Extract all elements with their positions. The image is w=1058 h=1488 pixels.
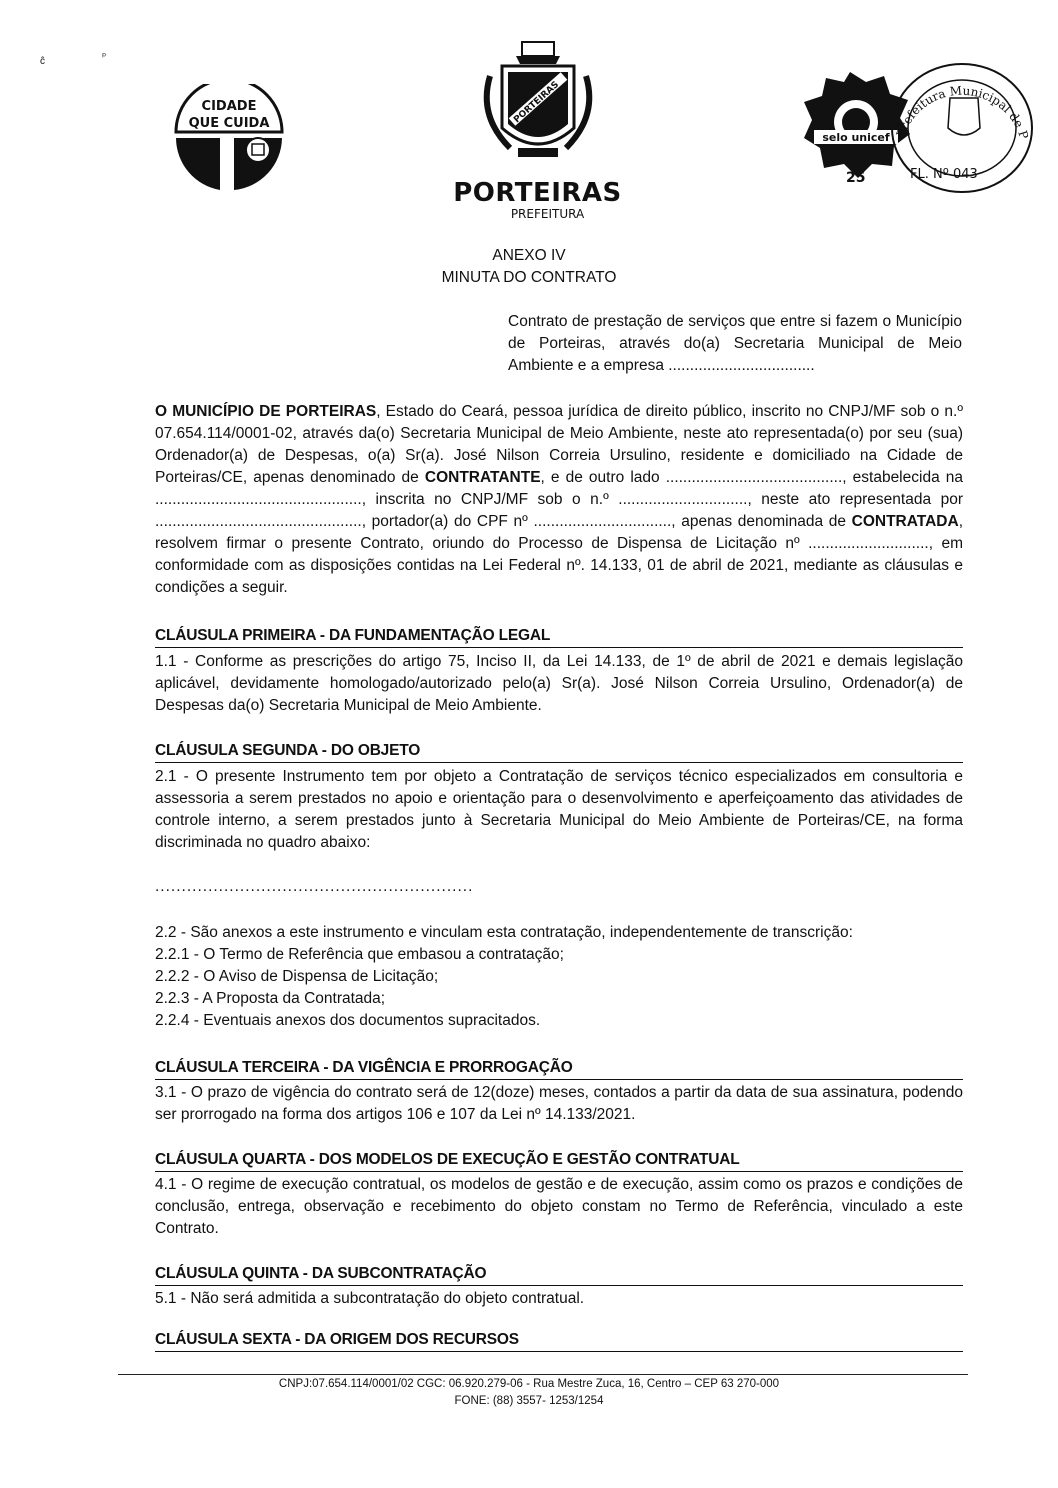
clause-2-title: CLÁUSULA SEGUNDA - DO OBJETO xyxy=(155,741,963,763)
city-name: PORTEIRAS xyxy=(453,178,622,208)
footer-divider xyxy=(118,1374,968,1375)
clause-2-text: 2.1 - O presente Instrumento tem por objeto a Contratação de serviços técnico especializados em consultoria e assessoria a serem prestados no apoio e orientação para o desenvolvimento e aperfeiçoamento das atividades de controle interno, a serem prestados junto à Secretaria Municipal do Meio Ambiente de Porteiras/CE, na forma discriminada no quadro abaixo: xyxy=(155,768,963,851)
clause-3-text: 3.1 - O prazo de vigência do contrato será de 12(doze) meses, contados a partir da data de sua assinatura, podendo ser prorrogado na forma dos artigos 106 e 107 da Lei nº 14.133/2021. xyxy=(155,1084,963,1123)
porteiras-logo xyxy=(430,36,645,221)
clause-4-title: CLÁUSULA QUARTA - DOS MODELOS DE EXECUÇÃO E GESTÃO CONTRATUAL xyxy=(155,1150,963,1172)
scan-mark: ₚ xyxy=(102,48,107,59)
unicef-badge: 25 xyxy=(846,170,866,186)
footer-phone: FONE: (88) 3557- 1253/1254 xyxy=(454,1395,604,1407)
contratante-label: CONTRATANTE xyxy=(424,469,541,486)
clause-1-title: CLÁUSULA PRIMEIRA - DA FUNDAMENTAÇÃO LEGAL xyxy=(155,626,963,648)
svg-text:PORTEIRAS: PORTEIRAS xyxy=(512,79,562,126)
unicef-and-stamp xyxy=(780,58,1040,208)
contract-summary: Contrato de prestação de serviços que entre si fazem o Município de Porteiras, através do(a) Secretaria Municipal de Meio Ambiente e a empresa .................................. xyxy=(508,313,962,374)
svg-text:QUE CUIDA: QUE CUIDA xyxy=(188,116,270,131)
seal-folio: FL. Nº 043 xyxy=(910,167,978,182)
clause-3-title: CLÁUSULA TERCEIRA - DA VIGÊNCIA E PRORROGAÇÃO xyxy=(155,1058,963,1080)
annex-number: ANEXO IV xyxy=(492,247,566,264)
clause-2-2-2: 2.2.2 - O Aviso de Dispensa de Licitação; xyxy=(155,968,439,985)
clause-2-2-1: 2.2.1 - O Termo de Referência que embasou a contratação; xyxy=(155,946,564,963)
unicef-text: selo unicef xyxy=(822,131,890,144)
document-title: MINUTA DO CONTRATO xyxy=(441,269,617,286)
clause-2-2-4: 2.2.4 - Eventuais anexos dos documentos supracitados. xyxy=(155,1012,541,1029)
intro-text-3: , resolvem firmar o presente Contrato, oriundo do Processo de Dispensa de Licitação nº ............................, em conformidade com as disposições contidas na Lei Federal nº. 14.133, 01 de abril de 2021, mediante as cláusulas e condições a seguir. xyxy=(155,513,963,596)
cidade-que-cuida-logo xyxy=(170,84,288,192)
clause-2-2: 2.2 - São anexos a este instrumento e vinculam esta contratação, independentemente de transcrição: xyxy=(155,924,853,941)
clause-4-text: 4.1 - O regime de execução contratual, os modelos de gestão e de execução, assim como os prazos e condições de conclusão, entrega, observação e recebimento do objeto constam no Termo de Referência, vinculado a este Contrato. xyxy=(155,1176,963,1237)
intro-text-2: , e de outro lado ........................................., estabelecida na ................................................, inscrita no CNPJ/MF sob o n.º .............................., neste ato representada por ................................................, portador(a) do CPF nº ................................, apenas denominada de xyxy=(155,469,963,530)
clause-1-text: 1.1 - Conforme as prescrições do artigo 75, Inciso II, da Lei 14.133, de 1º de abril de 2021 e demais legislação aplicável, devidamente homologado/autorizado pelo(a) Sr(a). José Nilson Correia Ursulino, Ordenador(a) de Despesas da(o) Secretaria Municipal de Meio Ambiente. xyxy=(155,653,963,714)
clause-6-title: CLÁUSULA SEXTA - DA ORIGEM DOS RECURSOS xyxy=(155,1330,963,1352)
clause-2-2-3: 2.2.3 - A Proposta da Contratada; xyxy=(155,990,386,1007)
clause-2-placeholder: ............................................................ xyxy=(155,878,474,895)
city-subtitle: PREFEITURA xyxy=(510,207,585,221)
clause-5-title: CLÁUSULA QUINTA - DA SUBCONTRATAÇÃO xyxy=(155,1264,963,1286)
contratada-label: CONTRATADA xyxy=(851,513,959,530)
municipality-name: O MUNICÍPIO DE PORTEIRAS xyxy=(155,403,377,420)
seal-text: Prefeitura Municipal de P xyxy=(893,83,1031,141)
intro-text-1: , Estado do Ceará, pessoa jurídica de direito público, inscrito no CNPJ/MF sob o n.º 07.654.114/0001-02, através da(o) Secretaria Municipal de Meio Ambiente, neste ato representada(o) por seu (sua) Ordenador(a) de Despesas, o(a) Sr(a). José Nilson Correia Ursulino, residente e domiciliado na Cidade de Porteiras/CE, apenas denominado de xyxy=(155,403,963,486)
footer-address: CNPJ:07.654.114/0001/02 CGC: 06.920.279-06 - Rua Mestre Zuca, 16, Centro – CEP 63 270-000 xyxy=(278,1378,780,1390)
scan-mark: ĉ xyxy=(40,56,45,67)
intro-paragraph xyxy=(155,401,963,599)
svg-text:CIDADE: CIDADE xyxy=(201,99,257,114)
clause-5-text: 5.1 - Não será admitida a subcontratação do objeto contratual. xyxy=(155,1290,585,1307)
